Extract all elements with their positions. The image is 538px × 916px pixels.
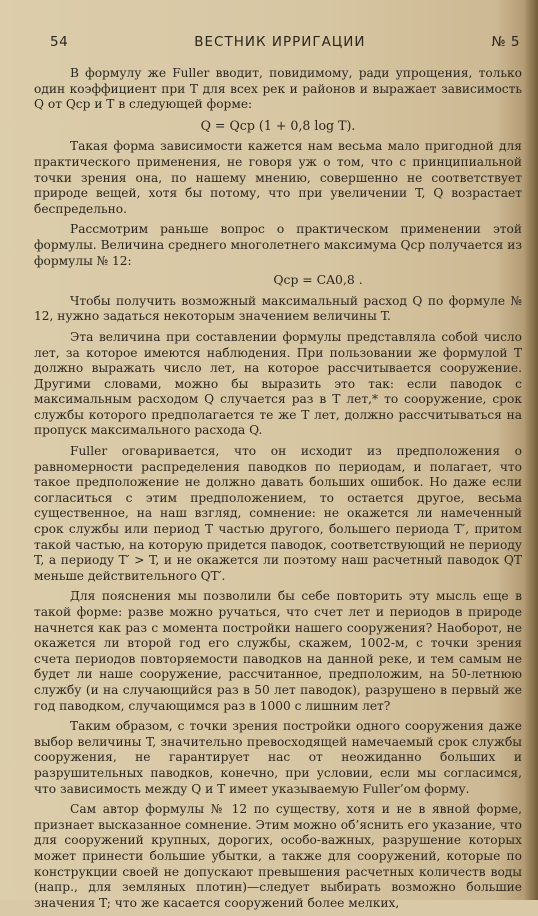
paragraph-6: Fuller оговаривается, что он исходит из предположения о равномерности распределения паводков по периодам, и полагает, что такое предположение не должно давать больших ошибок. Но даже если согласиться с этим предположением, то остается другое, весьма существенное, на наш взгляд, сомнение: не окажется ли намеченный срок службы или период T частью другого, большего периода T′, притом такой частью, на которую придется паводок, соответствующий не периоду T, а периоду T′ > T, и не окажется ли поэтому наш расчетный паводок QT меньше действительного QT′. — [34, 444, 522, 583]
running-header — [50, 34, 520, 50]
formula-fuller: Q = Qср (1 + 0,8 log T). — [200, 117, 356, 133]
paragraph-5: Эта величина при составлении формулы представляла собой число лет, за которое имеются наблюдения. При пользовании же формулой T должно выражать число лет, на которое рассчитывается сооружение. Другими словами, можно бы выразить это так: если паводок с максимальным расходом Q случается раз в T лет,* то сооружение, срок службы которого предполагается те же T лет, должно рассчитываться на пропуск максимального расхода Q. — [34, 329, 522, 438]
paragraph-3: Рассмотрим раньше вопрос о практическом применении этой формулы. Величина среднего многолетнего максимума Qср получается из формулы № 12: — [34, 222, 522, 268]
page-number: 54 — [50, 34, 69, 50]
paragraph-1: В формулу же Fuller вводит, повидимому, ради упрощения, только один коэффициент при T для всех рек и районов и выражает зависимость Q от Qср и T в следующей форме: — [34, 66, 522, 112]
paragraph-9: Сам автор формулы № 12 по существу, хотя и не в явной форме, признает высказанное сомнение. Этим можно об’яснить его указание, что для сооружений крупных, дорогих, особо-важных, разрушение которых может принести большие убытки, а также для сооружений, которые по конструкции своей не допускают превышения расчетных количеств воды (напр., для земляных плотин)—следует выбирать возможно большие значения T; что же касается сооружений более мелких, — [34, 802, 522, 910]
paragraph-7: Для пояснения мы позволили бы себе повторить эту мысль еще в такой форме: разве можно ручаться, что счет лет и периодов в природе начнется как раз с момента постройки нашего сооружения? Наоборот, не окажется ли второй год его службы, скажем, 1002-м, с точки зрения счета периодов повторяемости паводков на данной реке, и тем самым не будет ли наше сооружение, рассчитанное, предположим, на 50-летнюю службу (и на случающийся раз в 50 лет паводок), разрушено в первый же год паводком, случающимся раз в 1000 с лишним лет? — [34, 589, 522, 713]
journal-title: ВЕСТНИК ИРРИГАЦИИ — [194, 34, 366, 50]
issue-number: № 5 — [491, 34, 520, 50]
paragraph-8: Таким образом, с точки зрения постройки одного сооружения даже выбор величины T, значительно превосходящей намечаемый срок службы сооружения, не гарантирует нас от неожиданно больших и разрушительных паводков, конечно, при условии, если мы согласимся, что зависимость между Q и T имеет указываемую Fuller’ом форму. — [34, 719, 522, 796]
paragraph-2: Такая форма зависимости кажется нам весьма мало пригодной для практического применения, не говоря уж о том, что с принципиальной точки зрения она, по нашему мнению, совершенно не соответствует природе вещей, хотя бы потому, что при увеличении T, Q возрастает беспредельно. — [34, 139, 522, 216]
article-body — [34, 66, 522, 916]
formula-12: Qср = CA0,8 . — [273, 272, 363, 288]
paragraph-4: Чтобы получить возможный максимальный расход Q по формуле № 12, нужно задаться некоторым значением величины T. — [34, 293, 522, 324]
page-edge-shadow — [524, 0, 538, 900]
